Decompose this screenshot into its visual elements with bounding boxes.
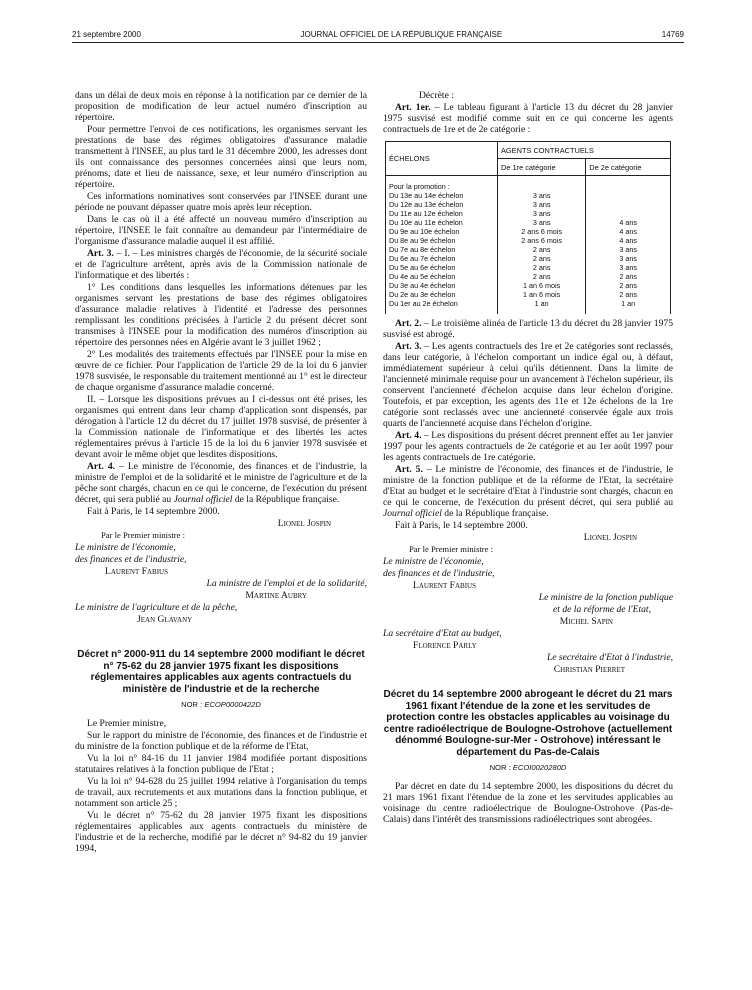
article-5 <box>383 464 673 519</box>
article-3 <box>75 248 367 281</box>
signing-place-date: Fait à Paris, le 14 septembre 2000. <box>395 520 528 531</box>
article-label: Art. 1er. <box>395 102 431 113</box>
nor-label: NOR : <box>489 763 513 772</box>
signature-pierret: Christian Pierret <box>553 664 625 675</box>
signature-sapin: Michel Sapin <box>559 616 613 627</box>
paragraph: II. – Lorsque les dispositions prévues au I ci-dessus ont été prises, les organismes qui entrent dans leur champ d'application sont dispensés, par dérogation à l'article 12 du décret du 17 juillet 1978 susvisé, de présenter à la Commission nationale de l'informatique et des libertés les actes réglementaires prévus à l'article 15 de la loi du 6 janvier 1978 susvisée et devant avoir le même objet que lesdites dispositions. <box>75 394 367 460</box>
nor-label: NOR : <box>181 700 205 709</box>
paragraph: Vu la loi n° 84-16 du 11 janvier 1984 modifiée portant dispositions statutaires relatives à la fonction publique de l'Etat ; <box>75 753 367 775</box>
table-cell: 2 ans <box>619 272 637 281</box>
table-row-label: Du 11e au 12e échelon <box>389 209 463 218</box>
article-text: – Le tableau figurant à l'article 13 du décret du 28 janvier 1975 susvisé est modifié comme suit en ce qui concerne les agents contractuels de 1re et de 2e catégorie : <box>383 102 673 135</box>
minister-title: Le ministre de l'économie, <box>383 556 484 567</box>
article-label: Art. 3. <box>87 248 114 259</box>
table-cell: 4 ans <box>619 236 637 245</box>
table-row-label: Du 13e au 14e échelon <box>389 191 464 200</box>
table-cell: 3 ans <box>619 254 637 263</box>
table-cell: 2 ans <box>532 254 551 263</box>
table-col-cat2 <box>586 176 671 315</box>
paragraph: Vu le décret n° 75-62 du 28 janvier 1975 fixant les dispositions réglementaires applicables aux agents contractuels du ministère de l'industrie et de la recherche, modifié par le décret n° 94-82 du 19 janvier 1994, <box>75 810 367 854</box>
table-cell: 4 ans <box>619 218 637 227</box>
signature-fabius: Laurent Fabius <box>413 580 476 591</box>
echelon-table <box>385 141 671 314</box>
article-label: Art. 4. <box>395 430 422 441</box>
paragraph: Pour permettre l'envoi de ces notifications, les organismes servant les prestations de base des régimes obligatoires d'assurance maladie transmettent à l'INSEE, au plus tard le 31 décembre 2000, les adresses dont ils ont connaissance des personnes concernées ainsi que leurs nom, prénoms, date et lieu de naissance, sexe, et leur numéro d'inscription au répertoire. <box>75 124 367 190</box>
table-cell: 2 ans <box>532 272 551 281</box>
table-cell <box>589 200 667 209</box>
paragraph: Sur le rapport du ministre de l'économie, des finances et de l'industrie et du ministre de la fonction publique et de la réforme de l'Etat, <box>75 730 367 752</box>
minister-title: Le ministre de l'agriculture et de la pêche, <box>75 602 238 613</box>
paragraph: Dans le cas où il a été affecté un nouveau numéro d'inscription au répertoire, l'INSEE le fait connaître au demandeur par l'intermédiaire de l'organisme d'assurance maladie auquel il est affilié. <box>75 214 367 247</box>
header-page-number: 14769 <box>661 30 684 39</box>
table-header-cat2: De 2e catégorie <box>586 159 671 176</box>
article-label: Art. 3. <box>395 341 422 352</box>
table-cell: 2 ans 6 mois <box>521 227 562 236</box>
signing-place-date: Fait à Paris, le 14 septembre 2000. <box>87 506 220 517</box>
signature-prime-minister: Lionel Jospin <box>583 532 637 543</box>
table-row-label: Du 9e au 10e échelon <box>389 227 460 236</box>
article-text: – Les dispositions du présent décret prennent effet au 1er janvier 1997 pour les agents contractuels de 2e catégorie et au 1er août 1997 pour les agents contractuels de 1re catégorie. <box>383 430 673 463</box>
article-label: Art. 5. <box>395 464 423 475</box>
decrete: Décrète : <box>419 90 454 101</box>
signature-prime-minister: Lionel Jospin <box>277 518 331 529</box>
table-cell: 1 an <box>534 299 549 308</box>
minister-title: et de la réforme de l'Etat, <box>553 604 651 615</box>
paragraph: 2° Les modalités des traitements effectués par l'INSEE pour la mise en œuvre de ce fichier. Pour l'application de l'article 29 de la loi du 6 janvier 1978 susvisée, le responsable du traitement mentionné au 1° est le directeur de chaque organisme d'assurance maladie concerné. <box>75 349 367 393</box>
article-text: – Le troisième alinéa de l'article 13 du décret du 28 janvier 1975 susvisé est abrogé. <box>383 318 673 340</box>
page-header <box>72 30 684 39</box>
paragraph: Le Premier ministre, <box>87 718 167 729</box>
table-cell: 1 an 6 mois <box>523 290 561 299</box>
article-3 <box>383 341 673 429</box>
signature-glavany: Jean Glavany <box>137 614 193 625</box>
header-date: 21 septembre 2000 <box>72 30 141 39</box>
table-row-label: Du 2e au 3e échelon <box>389 290 456 299</box>
table-cell: 1 an 6 mois <box>523 281 561 290</box>
article-1 <box>383 102 673 135</box>
minister-title: Le secrétaire d'Etat à l'industrie, <box>546 652 673 663</box>
table-row-label: Du 4e au 5e échelon <box>389 272 456 281</box>
by-prime-minister: Par le Premier ministre : <box>409 544 494 554</box>
article-label: Art. 4. <box>87 461 116 472</box>
table-cell <box>589 191 667 200</box>
signature-parly: Florence Parly <box>413 640 477 651</box>
nor-reference <box>75 699 367 710</box>
article-2 <box>383 318 673 340</box>
right-column <box>383 90 673 826</box>
table-row-label: Du 1er au 2e échelon <box>389 299 458 308</box>
paragraph: Par décret en date du 14 septembre 2000, les dispositions du décret du 21 mars 1961 fixant l'étendue de la zone et les servitudes applicables au voisinage du centre radioélectrique de Boulogne-Ostrohove (Pas-de-Calais) dans l'intérêt des transmissions radioélectriques sont abrogées. <box>383 781 673 825</box>
table-cell: 3 ans <box>532 218 551 227</box>
table-row-label: Du 12e au 13e échelon <box>389 200 464 209</box>
nor-reference <box>383 762 673 773</box>
article-text: – Les agents contractuels des 1re et 2e catégories sont reclassés, dans leur catégorie, à l'échelon comportant un indice égal ou, à défaut, immédiatement supérieur à celui qu'ils détiennent. Dans la limite de l'ancienneté minimale requise pour un avancement à l'échelon supérieur, ils conservent l'ancienneté d'échelon acquise dans leur échelon d'origine. Toutefois, et par exception, les agents des 11e et 12e échelons de la 1re catégorie sont reclassés avec une ancienneté conservée égale aux trois quarts de l'ancienneté acquise dans l'échelon d'origine. <box>383 341 673 429</box>
table-row-label: Du 3e au 4e échelon <box>389 281 456 290</box>
header-rule <box>72 42 684 43</box>
paragraph: 1° Les conditions dans lesquelles les informations détenues par les organismes servant les prestations de base des régimes obligatoires d'assurance maladie relatives à l'identité et l'adresse des personnes remplissant les conditions précisées à l'article 2 du présent décret sont transmises à l'INSEE pour la modification des numéros d'inscription au répertoire des personnes nées en Algérie avant le 3 juillet 1962 ; <box>75 282 367 348</box>
table-cell: 2 ans <box>532 263 551 272</box>
table-cell: 3 ans <box>532 200 551 209</box>
table-row-label: Du 5e au 6e échelon <box>389 263 456 272</box>
table-cell: 4 ans <box>619 227 637 236</box>
decree-title: Décret n° 2000-911 du 14 septembre 2000 modifiant le décret n° 75-62 du 28 janvier 1975 fixant les dispositions réglementaires applicables aux agents contractuels du ministère de l'industrie et de la recherche <box>77 649 365 695</box>
table-row-label: Du 10e au 11e échelon <box>389 218 463 227</box>
table-cell: 3 ans <box>619 245 637 254</box>
minister-title: La secrétaire d'Etat au budget, <box>383 628 502 639</box>
paragraph: dans un délai de deux mois en réponse à la notification par ce dernier de la proposition de modification de leur actuel numéro d'inscription au répertoire. <box>75 90 367 123</box>
header-journal-title: JOURNAL OFFICIEL DE LA RÉPUBLIQUE FRANÇAISE <box>300 30 503 39</box>
article-4 <box>383 430 673 463</box>
minister-title: Le ministre de l'économie, <box>75 542 176 553</box>
table-cell: 2 ans 6 mois <box>521 236 562 245</box>
left-column <box>75 90 367 855</box>
decree-title: Décret du 14 septembre 2000 abrogeant le décret du 21 mars 1961 fixant l'étendue de la zone et les servitudes de protection contre les obstacles applicables au voisinage du centre radioélectrique de Boulogne-Ostrohove (actuellement dénommé Boulogne-sur-Mer - Ostrohove) intéressant le département du Pas-de-Calais <box>383 689 673 758</box>
article-label: Art. 2. <box>395 318 422 329</box>
minister-title: La ministre de l'emploi et de la solidarité, <box>206 578 367 589</box>
minister-title: des finances et de l'industrie, <box>383 568 495 579</box>
paragraph: Ces informations nominatives sont conservées par l'INSEE durant une période ne pouvant dépasser quatre mois après leur réception. <box>75 191 367 213</box>
table-cell: 3 ans <box>619 263 637 272</box>
article-text: – Le ministre de l'économie, des finances et de l'industrie, le ministre de la fonction publique et de la réforme de l'Etat, la secrétaire d'Etat au budget et le secrétaire d'Etat à l'industrie sont chargés, chacun en ce qui le concerne, de l'exécution du présent décret, qui sera publié au <box>383 464 674 508</box>
by-prime-minister: Par le Premier ministre : <box>101 530 186 540</box>
table-header-echelons: ÉCHELONS <box>386 142 498 176</box>
minister-title: des finances et de l'industrie, <box>75 554 187 565</box>
nor-code: ECOI0020280D <box>512 763 567 772</box>
table-intro: Pour la promotion : <box>389 182 450 191</box>
article-text-end: de la République française. <box>441 508 549 519</box>
table-col-cat1 <box>498 176 586 315</box>
table-header-cat1: De 1re catégorie <box>498 159 586 176</box>
table-cell: 2 ans <box>532 245 551 254</box>
table-row-label: Du 7e au 8e échelon <box>389 245 456 254</box>
table-col-labels <box>386 176 498 315</box>
table-cell: 2 ans <box>619 290 637 299</box>
article-4 <box>75 461 367 505</box>
journal-officiel-ref: Journal officiel <box>173 494 233 505</box>
table-cell: 3 ans <box>532 191 551 200</box>
article-text-end: de la République française. <box>232 494 340 505</box>
table-cell <box>589 209 667 218</box>
minister-title: Le ministre de la fonction publique <box>538 592 673 603</box>
table-header-agents: AGENTS CONTRACTUELS <box>498 142 671 159</box>
nor-code: ECOP0000422D <box>204 700 261 709</box>
paragraph: Vu la loi n° 94-628 du 25 juillet 1994 relative à l'organisation du temps de travail, aux recrutements et aux mutations dans la fonction publique, et notamment son article 25 ; <box>75 776 367 809</box>
table-row-label: Du 8e au 9e échelon <box>389 236 456 245</box>
signature-aubry: Martine Aubry <box>245 590 307 601</box>
journal-officiel-ref: Journal officiel <box>383 508 442 519</box>
article-text: – I. – Les ministres chargés de l'économie, de la sécurité sociale et de l'agriculture arrêtent, après avis de la Commission nationale de l'informatique et des libertés : <box>75 248 367 281</box>
article-text: – Le ministre de l'économie, des finances et de l'industrie, la ministre de l'emploi et de la solidarité et le ministre de l'agriculture et de la pêche sont chargés, chacun en ce qui le concerne, de l'exécution du présent décret, qui sera publié au <box>75 461 368 505</box>
table-cell: 3 ans <box>532 209 551 218</box>
table-cell: 1 an <box>621 299 636 308</box>
signature-fabius: Laurent Fabius <box>105 566 168 577</box>
table-cell: 2 ans <box>619 281 637 290</box>
table-row-label: Du 6e au 7e échelon <box>389 254 456 263</box>
